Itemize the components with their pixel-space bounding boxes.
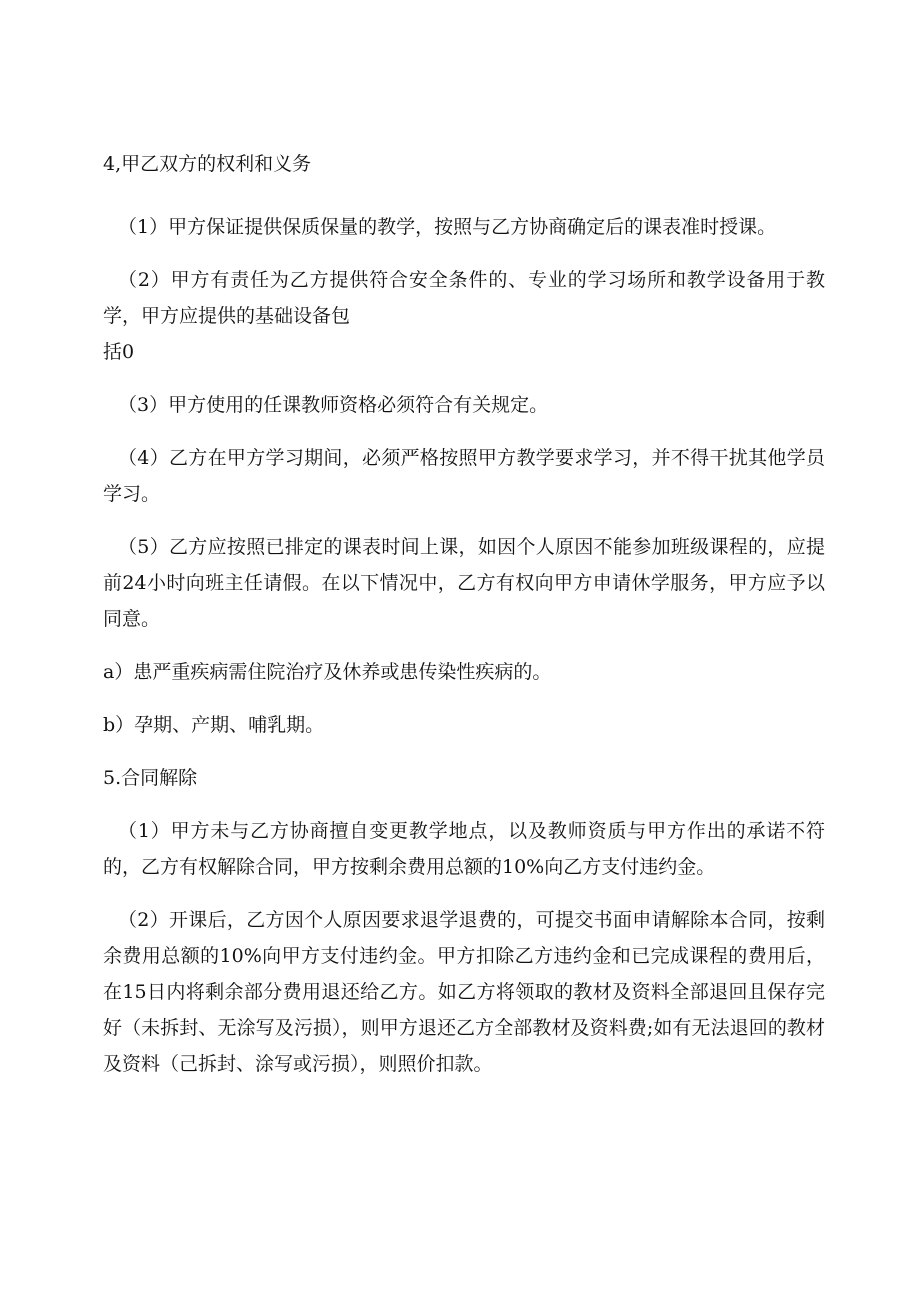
section-4-subitem-b: b）孕期、产期、哺乳期。 — [103, 714, 325, 736]
section-4-item-5: （5）乙方应按照已排定的课表时间上课，如因个人原因不能参加班级课程的，应提前24小时向班主任请假。在以下情况中，乙方有权向甲方申请休学服务，甲方应予以同意。 — [103, 536, 825, 630]
section-4-subitem-a: a）患严重疾病需住院治疗及休养或患传染性疾病的。 — [103, 661, 552, 683]
section-5-item-1: （1）甲方未与乙方协商擅自变更教学地点，以及教师资质与甲方作出的承诺不符的，乙方有权解除合同，甲方按剩余费用总额的10%向乙方支付违约金。 — [103, 820, 825, 878]
section-4-item-3: （3）甲方使用的任课教师资格必须符合有关规定。 — [118, 394, 549, 416]
section-4-item-2-continuation: 括0 — [103, 341, 135, 363]
section-4-item-4: （4）乙方在甲方学习期间，必须严格按照甲方教学要求学习，并不得干扰其他学员学习。 — [103, 447, 825, 505]
section-5-item-2: （2）开课后，乙方因个人原因要求退学退费的，可提交书面申请解除本合同，按剩余费用总额的10%向甲方支付违约金。甲方扣除乙方违约金和已完成课程的费用后，在15日内将剩余部分费用退还给乙方。如乙方将领取的教材及资料全部退回且保存完好（未拆封、无涂写及污损），则甲方退还乙方全部教材及资料费;如有无法退回的教材及资料（己拆封、涂写或污损），则照价扣款。 — [103, 909, 825, 1075]
section-4-item-1: （1）甲方保证提供保质保量的教学，按照与乙方协商确定后的课表准时授课。 — [118, 216, 777, 238]
document-body — [103, 146, 825, 1099]
section-4-item-2: （2）甲方有责任为乙方提供符合安全条件的、专业的学习场所和教学设备用于教学，甲方应提供的基础设备包 — [103, 269, 825, 327]
section-5-title: 5.合同解除 — [103, 767, 198, 789]
section-4-title: 4,甲乙双方的权利和义务 — [103, 153, 312, 175]
